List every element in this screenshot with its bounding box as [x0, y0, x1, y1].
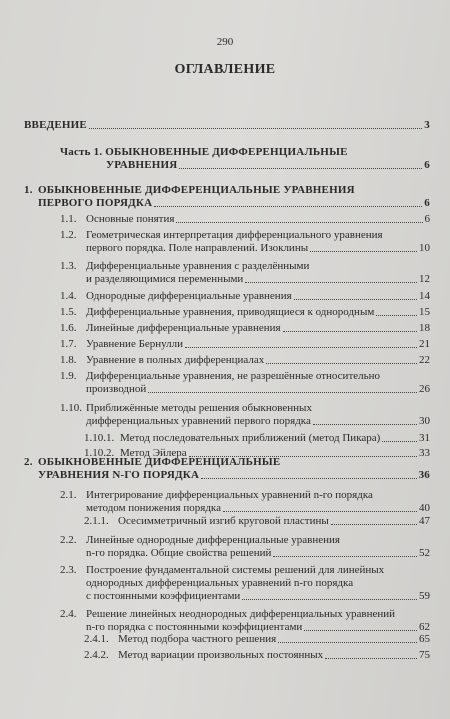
leader-dots — [245, 282, 417, 283]
entry-title-line: Метод последовательных приближений (метод Пикара) — [120, 432, 381, 444]
entry-page: 33 — [419, 447, 430, 459]
leader-dots — [283, 331, 417, 332]
entry-number: 1.4. — [60, 290, 77, 302]
entry-page: 3 — [424, 119, 430, 131]
entry-title-line: ПЕРВОГО ПОРЯДКА — [38, 197, 153, 209]
entry-number: 1.5. — [60, 306, 77, 318]
leader-dots — [148, 392, 417, 393]
leader-dots — [304, 630, 417, 631]
entry-page: 75 — [419, 649, 430, 661]
toc-title: ОГЛАВЛЕНИЕ — [174, 62, 276, 77]
leader-dots — [382, 441, 417, 442]
leader-dots — [310, 251, 417, 252]
entry-title-line: Метод подбора частного решения — [118, 633, 277, 645]
leader-dots — [185, 347, 417, 348]
toc-entry — [84, 649, 430, 662]
leader-dots — [313, 424, 417, 425]
entry-number: 1.6. — [60, 322, 77, 334]
leader-dots — [331, 524, 417, 525]
toc-entry — [60, 564, 430, 603]
entry-number: 2. — [24, 456, 33, 468]
entry-number: 1.10.1. — [84, 432, 115, 444]
entry-title-line: Геометрическая интерпретация дифференциального уравнения — [86, 229, 383, 241]
entry-title-line: Уравнение в полных дифференциалах — [86, 354, 265, 366]
toc-entry — [60, 213, 430, 226]
entry-number: 2.1.1. — [84, 515, 109, 527]
entry-page: 10 — [419, 242, 430, 254]
entry-page: 14 — [419, 290, 430, 302]
entry-page: 22 — [419, 354, 430, 366]
entry-title-line: Уравнение Бернулли — [86, 338, 184, 350]
entry-title-line: методом понижения порядка — [86, 502, 221, 514]
toc-entry — [60, 146, 430, 172]
entry-page: 52 — [419, 547, 430, 559]
entry-number: 1.1. — [60, 213, 77, 225]
entry-title-line: УРАВНЕНИЯ — [106, 159, 178, 171]
entry-title-line: Линейные дифференциальные уравнения — [86, 322, 281, 334]
leader-dots — [266, 363, 417, 364]
toc-entry — [60, 290, 430, 303]
toc-entry — [60, 229, 430, 255]
entry-title-line: Метод вариации произвольных постоянных — [118, 649, 324, 661]
toc-entry — [24, 456, 430, 482]
entry-page: 31 — [419, 432, 430, 444]
leader-dots — [242, 599, 417, 600]
entry-title-line: n-го порядка. Общие свойства решений — [86, 547, 272, 559]
leader-dots — [176, 222, 422, 223]
entry-title-line: Линейные однородные дифференциальные уравнения — [86, 534, 340, 546]
entry-title-line: Метод Эйлера — [120, 447, 187, 459]
entry-title-line: Часть 1. ОБЫКНОВЕННЫЕ ДИФФЕРЕНЦИАЛЬНЫЕ — [60, 146, 348, 158]
entry-number: 1.7. — [60, 338, 77, 350]
entry-title-line: Однородные дифференциальные уравнения — [86, 290, 292, 302]
toc-entry — [84, 432, 430, 445]
entry-number: 1.2. — [60, 229, 77, 241]
entry-title-line: ОБЫКНОВЕННЫЕ ДИФФЕРЕНЦИАЛЬНЫЕ УРАВНЕНИЯ — [38, 184, 355, 196]
toc-entry — [60, 260, 430, 286]
entry-title-line: Дифференциальные уравнения, приводящиеся к однородным — [86, 306, 375, 318]
toc-entry — [60, 370, 430, 396]
entry-page: 36 — [418, 469, 430, 481]
entry-page: 18 — [419, 322, 430, 334]
entry-title-line: ОБЫКНОВЕННЫЕ ДИФФЕРЕНЦИАЛЬНЫЕ — [38, 456, 281, 468]
toc-entry — [84, 515, 430, 528]
entry-number: 1.3. — [60, 260, 77, 272]
entry-page: 47 — [419, 515, 430, 527]
entry-page: 65 — [419, 633, 430, 645]
entry-number: 1.10.2. — [84, 447, 115, 459]
entry-number: 2.1. — [60, 489, 77, 501]
leader-dots — [376, 315, 417, 316]
entry-number: 1.9. — [60, 370, 77, 382]
entry-title-line: производной — [86, 383, 147, 395]
entry-number: 1.8. — [60, 354, 77, 366]
entry-title-line: первого порядка. Поле направлений. Изоклины — [86, 242, 309, 254]
entry-title-line: с постоянными коэффициентами — [86, 590, 241, 602]
entry-page: 62 — [419, 621, 430, 633]
entry-page: 21 — [419, 338, 430, 350]
leader-dots — [294, 299, 417, 300]
entry-page: 6 — [424, 213, 430, 225]
entry-page: 40 — [419, 502, 430, 514]
entry-number: 1.10. — [60, 402, 82, 414]
entry-title-line: Интегрирование дифференциальных уравнений n-го порядка — [86, 489, 373, 501]
toc-entry — [60, 534, 430, 560]
entry-title-line: Построение фундаментальной системы решений для линейных — [86, 564, 385, 576]
toc-entry — [60, 489, 430, 515]
toc-entry — [60, 354, 430, 367]
entry-title-line: Осесимметричный изгиб круговой пластины — [118, 515, 329, 527]
leader-dots — [273, 556, 417, 557]
toc-entry — [60, 402, 430, 428]
entry-title-line: и разделяющимися переменными — [86, 273, 244, 285]
entry-number: 2.4.1. — [84, 633, 109, 645]
leader-dots — [89, 128, 422, 129]
toc-entry — [60, 306, 430, 319]
leader-dots — [223, 511, 417, 512]
entry-number: 2.2. — [60, 534, 77, 546]
toc-entry — [60, 338, 430, 351]
entry-title-line: Дифференциальные уравнения, не разрешённые относительно — [86, 370, 381, 382]
entry-title-line: n-го порядка с постоянными коэффициентами — [86, 621, 303, 633]
entry-title-line: Основные понятия — [86, 213, 175, 225]
entry-page: 12 — [419, 273, 430, 285]
entry-page: 15 — [419, 306, 430, 318]
entry-title-line: Приближённые методы решения обыкновенных — [86, 402, 312, 414]
toc-entry — [60, 322, 430, 335]
entry-number: 2.4. — [60, 608, 77, 620]
entry-title-line: ВВЕДЕНИЕ — [24, 119, 87, 131]
entry-number: 2.4.2. — [84, 649, 109, 661]
entry-title-line: Дифференциальные уравнения с разделёнными — [86, 260, 310, 272]
entry-number: 1. — [24, 184, 33, 196]
leader-dots — [278, 642, 417, 643]
entry-title-line: УРАВНЕНИЯ N-ГО ПОРЯДКА — [38, 469, 200, 481]
toc-entry — [24, 119, 430, 132]
toc-entry — [60, 608, 430, 634]
entry-number: 2.3. — [60, 564, 77, 576]
entry-title-line: дифференциальных уравнений первого порядка — [86, 415, 311, 427]
entry-page: 6 — [424, 159, 430, 171]
entry-page: 6 — [424, 197, 430, 209]
entry-page: 30 — [419, 415, 430, 427]
leader-dots — [179, 168, 422, 169]
leader-dots — [201, 478, 416, 479]
entry-page: 26 — [419, 383, 430, 395]
leader-dots — [325, 658, 417, 659]
entry-title-line: Решение линейных неоднородных дифференциальных уравнений — [86, 608, 396, 620]
entry-page: 59 — [419, 590, 430, 602]
toc-entry — [24, 184, 430, 210]
page-number: 290 — [216, 36, 234, 48]
toc-entry — [84, 633, 430, 646]
leader-dots — [154, 206, 422, 207]
entry-title-line: однородных дифференциальных уравнений n-го порядка — [86, 577, 354, 589]
